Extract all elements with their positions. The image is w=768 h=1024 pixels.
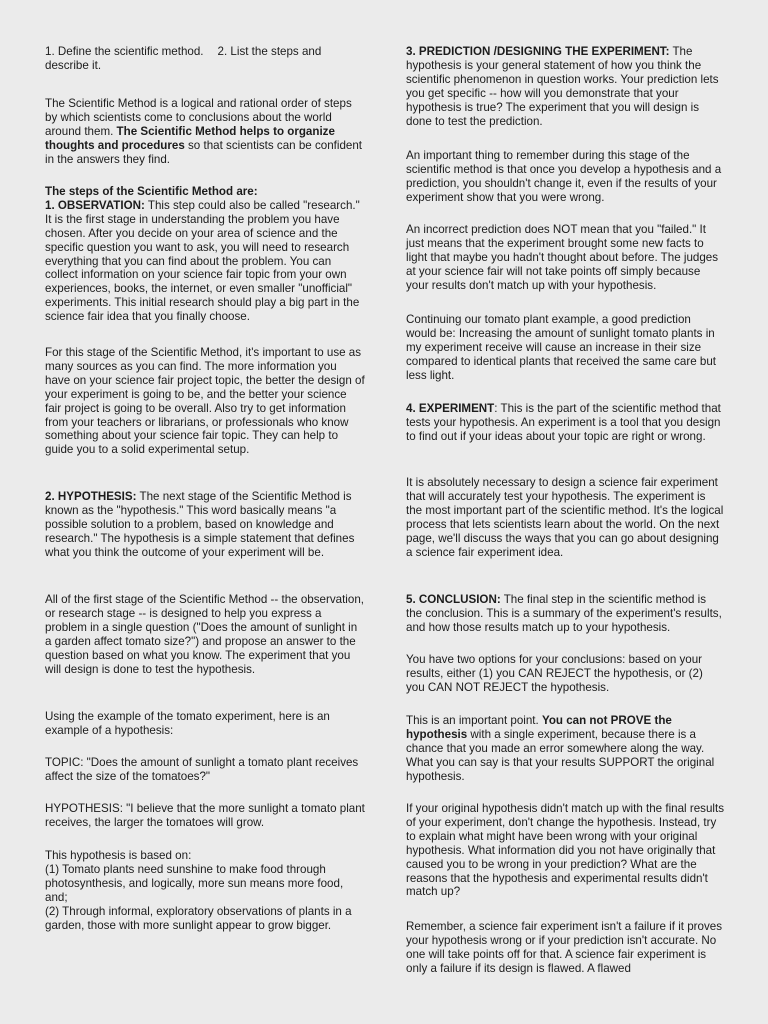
- question-define: 1. Define the scientific method.: [45, 45, 204, 58]
- hypothesis-paragraph: [45, 490, 365, 560]
- observation-more-paragraph: For this stage of the Scientific Method, it's important to use as many sources as you can find. The more information you have on your science fair project topic, the better the design of your experiment is going to be, and the better your science fair project is going to be overall. Also try to get information from your teachers or librarians, or professionals who know something about your science fair topic. They can help to guide you to a solid experimental setup.: [45, 346, 365, 457]
- question-list-steps: 2. List the steps and describe it.: [45, 45, 322, 72]
- prediction-heading: 3. PREDICTION /DESIGNING THE EXPERIMENT:: [406, 45, 670, 58]
- conclusion-paragraph-5: Remember, a science fair experiment isn't a failure if it proves your hypothesis wrong or if your prediction isn't accurate. No one will take points off for that. A science fair experiment is only a failure if its design is flawed. A flawed: [406, 920, 723, 975]
- prediction-paragraph-3: An incorrect prediction does NOT mean that you "failed." It just means that the experiment brought some new facts to light that maybe you hadn't thought about before. The judges at your science fair will not take points off simply because your results don't match up with your hypothesis.: [406, 223, 719, 292]
- reason-1: (1) Tomato plants need sunshine to make food through photosynthesis, and logically, more sun means more food, and;: [45, 862, 344, 904]
- prediction-paragraph: [406, 45, 724, 128]
- experiment-text: : This is the part of the scientific method that tests your hypothesis. An experiment is a tool that you design to find out if your ideas about your topic are right or wrong.: [406, 402, 721, 443]
- topic-paragraph: TOPIC: "Does the amount of sunlight a tomato plant receives affect the size of the tomatoes?": [45, 756, 359, 783]
- conclusion-paragraph-2: You have two options for your conclusions: based on your results, either (1) you CAN REJECT the hypothesis, or (2) you CAN NOT REJECT the hypothesis.: [406, 653, 703, 694]
- conclusion-text: The final step in the scientific method is the conclusion. This is a summary of the experiment's results, and how those results match up to your hypothesis.: [406, 593, 722, 634]
- observation-heading: 1. OBSERVATION:: [45, 198, 145, 212]
- experiment-paragraph: [406, 402, 724, 444]
- definition-paragraph: The Scientific Method is a logical and rational order of steps by which scientists come to conclusions about the world around them. The Scientific Method helps to organize thoughts and procedures so that scientists can be confident in the answers they find.: [45, 97, 363, 166]
- steps-heading: The steps of the Scientific Method are:: [45, 185, 258, 198]
- observation-text: This step could also be called "research." It is the first stage in understanding the problem you have chosen. After you decide on your area of science and the specific question you want to ask, you will need to research everything that you can find about the problem. You can collect information on your science fair topic from your own experiences, books, the internet, or even smaller "unofficial" experiments. This initial research should play a big part in the science fair idea that you finally choose.: [45, 198, 360, 324]
- hypothesis-text: The next stage of the Scientific Method is known as the "hypothesis." This word basically means "a possible solution to a problem, based on knowledge and research." The hypothesis is a simple statement that defines what you think the outcome of your experiment will be.: [45, 490, 355, 559]
- hypothesis-more-paragraph: All of the first stage of the Scientific Method -- the observation, or research stage -- is designed to help you express a problem in a single question ("Does the amount of sunlight in a garden affect tomato size?") and propose an answer to the question based on what you know. The experiment that you will design is done to test the hypothesis.: [45, 593, 364, 676]
- conclusion-paragraph: [406, 593, 724, 635]
- conclusion-heading: 5. CONCLUSION:: [406, 593, 501, 606]
- conclusion-paragraph-3: This is an important point. You can not PROVE the hypothesis with a single experiment, because there is a chance that you made an error somewhere along the way. What you can say is that your results SUPPORT the original hypothesis.: [406, 714, 715, 783]
- conclusion-paragraph-4: If your original hypothesis didn't match up with the final results of your experiment, don't change the hypothesis. Instead, try to explain what might have been wrong with your original hypothesis. What information did you not have originally that caused you to be wrong in your prediction? What are the reasons that the hypothesis and experimental results didn't match up?: [406, 802, 724, 899]
- steps-heading-block: [45, 185, 365, 324]
- reason-2: (2) Through informal, exploratory observations of plants in a garden, those with more sunlight appear to grow bigger.: [45, 904, 352, 932]
- experiment-heading: 4. EXPERIMENT: [406, 402, 495, 415]
- prediction-text: The hypothesis is your general statement of how you think the scientific phenomenon in question works. Your prediction lets you get specific -- how will you demonstrate that your hypothesis is true? The experiment that you will design is done to test the prediction.: [406, 45, 719, 128]
- hypothesis-example-paragraph: HYPOTHESIS: "I believe that the more sunlight a tomato plant receives, the larger the tomatoes will grow.: [45, 802, 365, 829]
- example-intro-paragraph: Using the example of the tomato experiment, here is an example of a hypothesis:: [45, 710, 330, 737]
- prediction-paragraph-2: An important thing to remember during this stage of the scientific method is that once you develop a hypothesis and a prediction, you shouldn't change it, even if the results of your experiment show that you were wrong.: [406, 149, 722, 204]
- intro-questions: [45, 45, 365, 73]
- prediction-paragraph-4: Continuing our tomato plant example, a good prediction would be: Increasing the amount of sunlight tomato plants in my experiment receive will cause an increase in their size compared to identical plants that received the same care but less light.: [406, 313, 716, 382]
- based-on-paragraph: This hypothesis is based on: (1) Tomato plants need sunshine to make food through photosynthesis, and logically, more sun means more food, and; (2) Through informal, exploratory observations of plants in a garden, those with more sunlight appear to grow bigger.: [45, 849, 352, 932]
- hypothesis-heading: 2. HYPOTHESIS:: [45, 490, 137, 503]
- experiment-paragraph-2: It is absolutely necessary to design a science fair experiment that will accurately test your hypothesis. The experiment is the most important part of the scientific method. It's the logical process that lets scientists learn about the world. On the next page, we'll discuss the ways that you can go about designing a science fair experiment idea.: [406, 476, 724, 559]
- definition-emphasis: The Scientific Method helps to organize thoughts and procedures: [45, 124, 335, 152]
- cannot-prove-emphasis: You can not PROVE the hypothesis: [406, 714, 672, 741]
